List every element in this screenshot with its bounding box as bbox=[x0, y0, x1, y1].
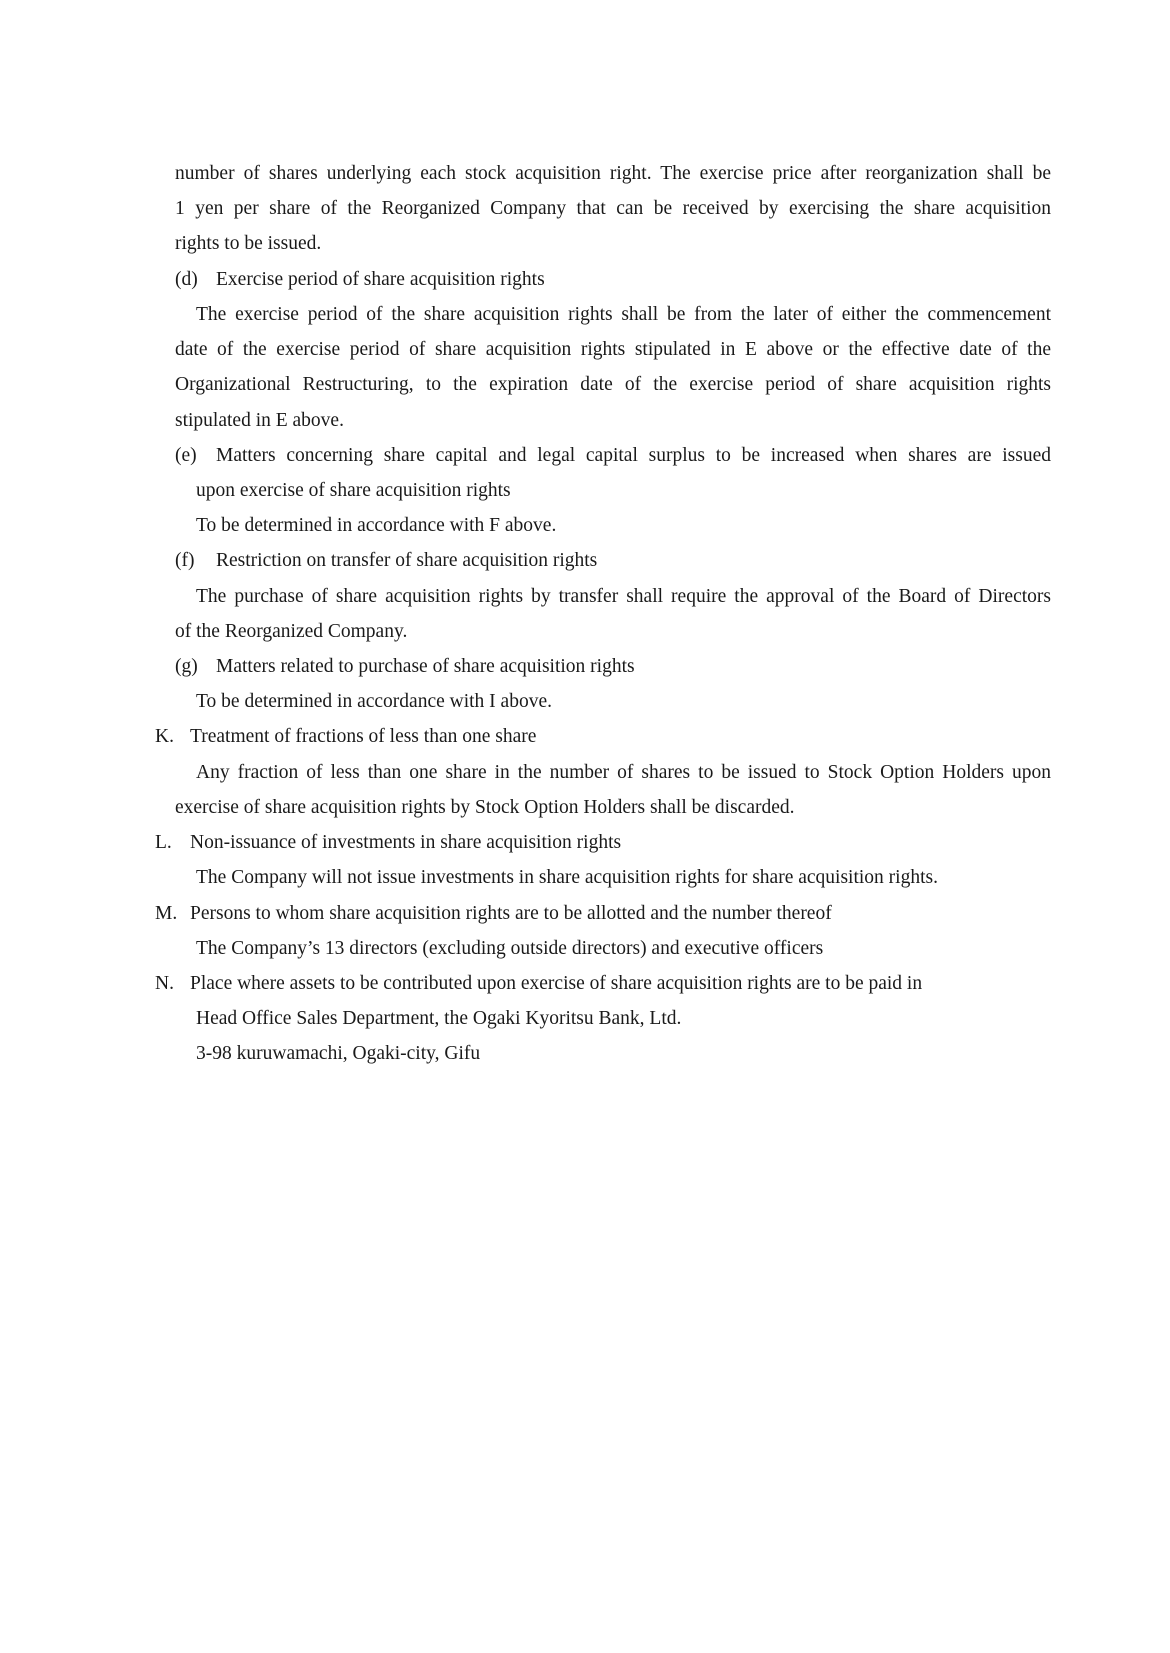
text-line: exercise of share acquisition rights by Stock Option Holders shall be discarded. bbox=[175, 797, 795, 818]
section-marker: K. bbox=[155, 726, 174, 747]
text-line: stipulated in E above. bbox=[175, 410, 344, 431]
text-line: of the Reorganized Company. bbox=[175, 621, 408, 642]
text-line: Head Office Sales Department, the Ogaki Kyoritsu Bank, Ltd. bbox=[196, 1008, 682, 1029]
section-heading: Non-issuance of investments in share acquisition rights bbox=[190, 832, 622, 853]
text-line: 3-98 kuruwamachi, Ogaki-city, Gifu bbox=[196, 1043, 481, 1064]
item-marker: (f) bbox=[175, 550, 195, 571]
section-marker: M. bbox=[155, 903, 178, 924]
text-line: date of the exercise period of share acquisition rights stipulated in E above or the effective date of the bbox=[175, 339, 1051, 360]
text-line: Organizational Restructuring, to the expiration date of the exercise period of share acquisition rights bbox=[175, 374, 1051, 395]
item-heading: Restriction on transfer of share acquisition rights bbox=[216, 550, 598, 571]
item-marker: (d) bbox=[175, 269, 198, 290]
section-marker: L. bbox=[155, 832, 172, 853]
section-heading: Place where assets to be contributed upon exercise of share acquisition rights are to be paid in bbox=[190, 973, 923, 994]
item-heading: Exercise period of share acquisition rights bbox=[216, 269, 545, 290]
text-line: number of shares underlying each stock acquisition right. The exercise price after reorganization shall be bbox=[175, 163, 1051, 184]
text-line: 1 yen per share of the Reorganized Company that can be received by exercising the share acquisition bbox=[175, 198, 1051, 219]
text-line: The purchase of share acquisition rights by transfer shall require the approval of the Board of Directors bbox=[196, 586, 1051, 607]
item-heading: Matters related to purchase of share acquisition rights bbox=[216, 656, 635, 677]
text-line: The exercise period of the share acquisition rights shall be from the later of either the commencement bbox=[196, 304, 1051, 325]
text-line: To be determined in accordance with I above. bbox=[196, 691, 552, 712]
item-heading-continued: upon exercise of share acquisition rights bbox=[196, 480, 511, 501]
text-line: rights to be issued. bbox=[175, 233, 322, 254]
text-line: Any fraction of less than one share in the number of shares to be issued to Stock Option Holders upon bbox=[196, 762, 1051, 783]
text-line: The Company’s 13 directors (excluding outside directors) and executive officers bbox=[196, 938, 824, 959]
item-heading: Matters concerning share capital and legal capital surplus to be increased when shares are issued bbox=[216, 445, 1051, 466]
section-marker: N. bbox=[155, 973, 174, 994]
item-marker: (g) bbox=[175, 656, 198, 677]
item-marker: (e) bbox=[175, 445, 197, 466]
section-heading: Treatment of fractions of less than one share bbox=[190, 726, 537, 747]
text-line: To be determined in accordance with F above. bbox=[196, 515, 557, 536]
text-line: The Company will not issue investments in share acquisition rights for share acquisition rights. bbox=[196, 867, 938, 888]
section-heading: Persons to whom share acquisition rights are to be allotted and the number thereof bbox=[190, 903, 832, 924]
